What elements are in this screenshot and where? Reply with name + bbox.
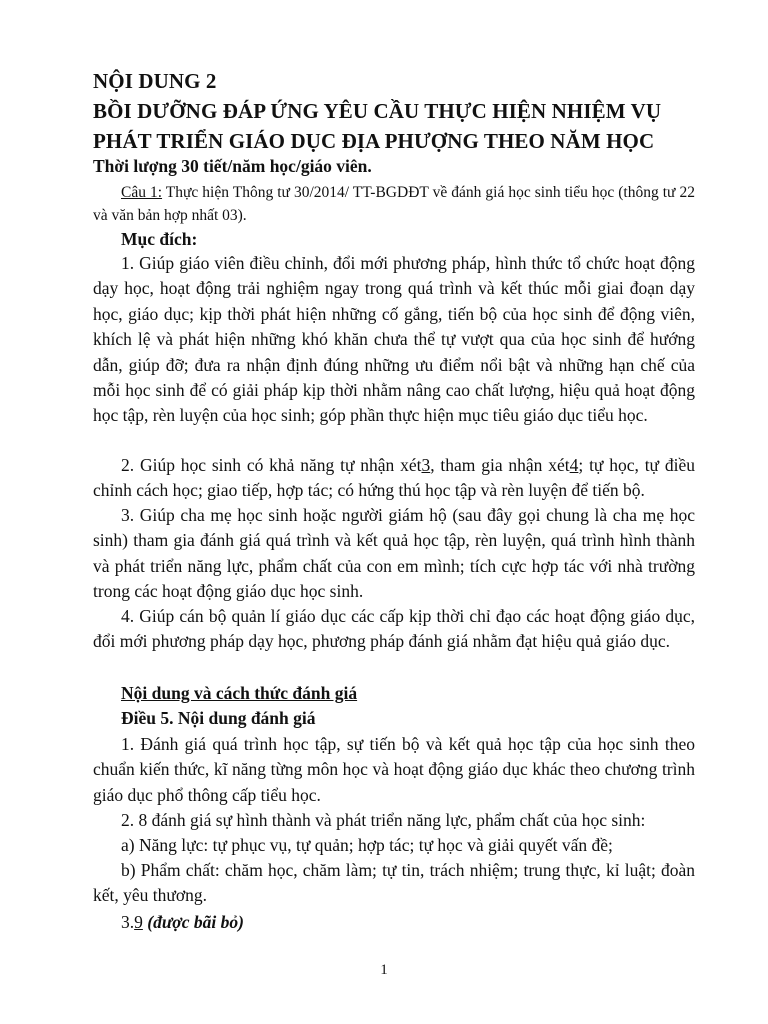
dieu-5-heading: Điều 5. Nội dung đánh giá bbox=[121, 708, 316, 728]
footnote-ref-9[interactable]: 9 bbox=[134, 912, 143, 932]
dieu-5-item-a: a) Năng lực: tự phục vụ, tự quản; hợp tác; tự học và giải quyết vấn đề; bbox=[121, 835, 613, 855]
dieu-5-paragraph-1: 1. Đánh giá quá trình học tập, sự tiến bộ và kết quả học tập của học sinh theo chuẩn kiến thức, kĩ năng từng môn học và hoạt động giáo dục khác theo chương trình giáo dục phổ thông cấp tiểu học. bbox=[93, 734, 695, 805]
noi-dung-heading: Nội dung và cách thức đánh giá bbox=[121, 683, 358, 703]
muc-dich-heading: Mục đích: bbox=[121, 229, 198, 249]
footnote-ref-4[interactable]: 4 bbox=[569, 455, 579, 475]
muc-dich-paragraph-4: 4. Giúp cán bộ quản lí giáo dục các cấp kịp thời chỉ đạo các hoạt động giáo dục, đổi mới phương pháp dạy học, phương pháp đánh giá nhằm đạt hiệu quả giáo dục. bbox=[93, 606, 695, 652]
p2-text-a: 2. Giúp học sinh có khả năng tự nhận xét bbox=[121, 455, 422, 475]
repealed-note: (được bãi bỏ) bbox=[142, 912, 244, 932]
muc-dich-paragraph-3: 3. Giúp cha mẹ học sinh hoặc người giám hộ (sau đây gọi chung là cha mẹ học sinh) tham gia đánh giá quá trình và kết quả học tập, rèn luyện, quá trình hình thành và phát triển năng lực, phẩm chất của con em mình; tích cực hợp tác với nhà trường trong các hoạt động giáo dục học sinh. bbox=[93, 505, 695, 602]
muc-dich-paragraph-1: 1. Giúp giáo viên điều chỉnh, đổi mới phương pháp, hình thức tổ chức hoạt động dạy học, hoạt động trải nghiệm ngay trong quá trình và kết thúc mỗi giai đoạn dạy học, giáo dục; kịp thời phát hiện những cố gắng, tiến bộ của học sinh để động viên, khích lệ và phát hiện những khó khăn chưa thể tự vượt qua của học sinh để hướng dẫn, giúp đỡ; đưa ra nhận định đúng những ưu điểm nổi bật và những hạn chế của mỗi học sinh để có giải pháp kịp thời nhằm nâng cao chất lượng, hiệu quả hoạt động học tập, rèn luyện của học sinh; góp phần thực hiện mục tiêu giáo dục tiểu học. bbox=[93, 253, 695, 426]
footnote-ref-3[interactable]: 3 bbox=[421, 455, 431, 475]
dieu-5-paragraph-3 bbox=[93, 910, 695, 935]
cau-1-paragraph bbox=[93, 181, 695, 227]
dieu-5-item-b: b) Phẩm chất: chăm học, chăm làm; tự tin, trách nhiệm; trung thực, kỉ luật; đoàn kết, yêu thương. bbox=[93, 860, 695, 906]
dieu-5-paragraph-2: 2. 8 đánh giá sự hình thành và phát triển năng lực, phẩm chất của học sinh: bbox=[121, 810, 646, 830]
p2-text-b: , tham gia nhận xét bbox=[430, 455, 570, 475]
cau-1-text: Thực hiện Thông tư 30/2014/ TT-BGDĐT về đánh giá học sinh tiểu học (thông tư 22 và văn bản hợp nhất 03). bbox=[93, 184, 695, 224]
duration-line: Thời lượng 30 tiết/năm học/giáo viên. bbox=[93, 156, 372, 176]
cau-1-label: Câu 1: bbox=[121, 184, 163, 201]
page-number: 1 bbox=[380, 962, 388, 978]
heading-line-1: NỘI DUNG 2 bbox=[93, 69, 217, 93]
heading-line-3: PHÁT TRIỂN GIÁO DỤC ĐỊA PHƯỢNG THEO NĂM HỌC bbox=[93, 129, 655, 153]
p3-number: 3. bbox=[121, 912, 135, 932]
p2-text-c: ; tự học, tự điều chỉnh cách học; giao tiếp, hợp tác; có hứng thú học tập và rèn luyện để tiến bộ. bbox=[93, 455, 695, 501]
heading-line-2: BỒI DƯỠNG ĐÁP ỨNG YÊU CẦU THỰC HIỆN NHIỆM VỤ bbox=[93, 99, 662, 123]
muc-dich-paragraph-2 bbox=[93, 453, 695, 504]
